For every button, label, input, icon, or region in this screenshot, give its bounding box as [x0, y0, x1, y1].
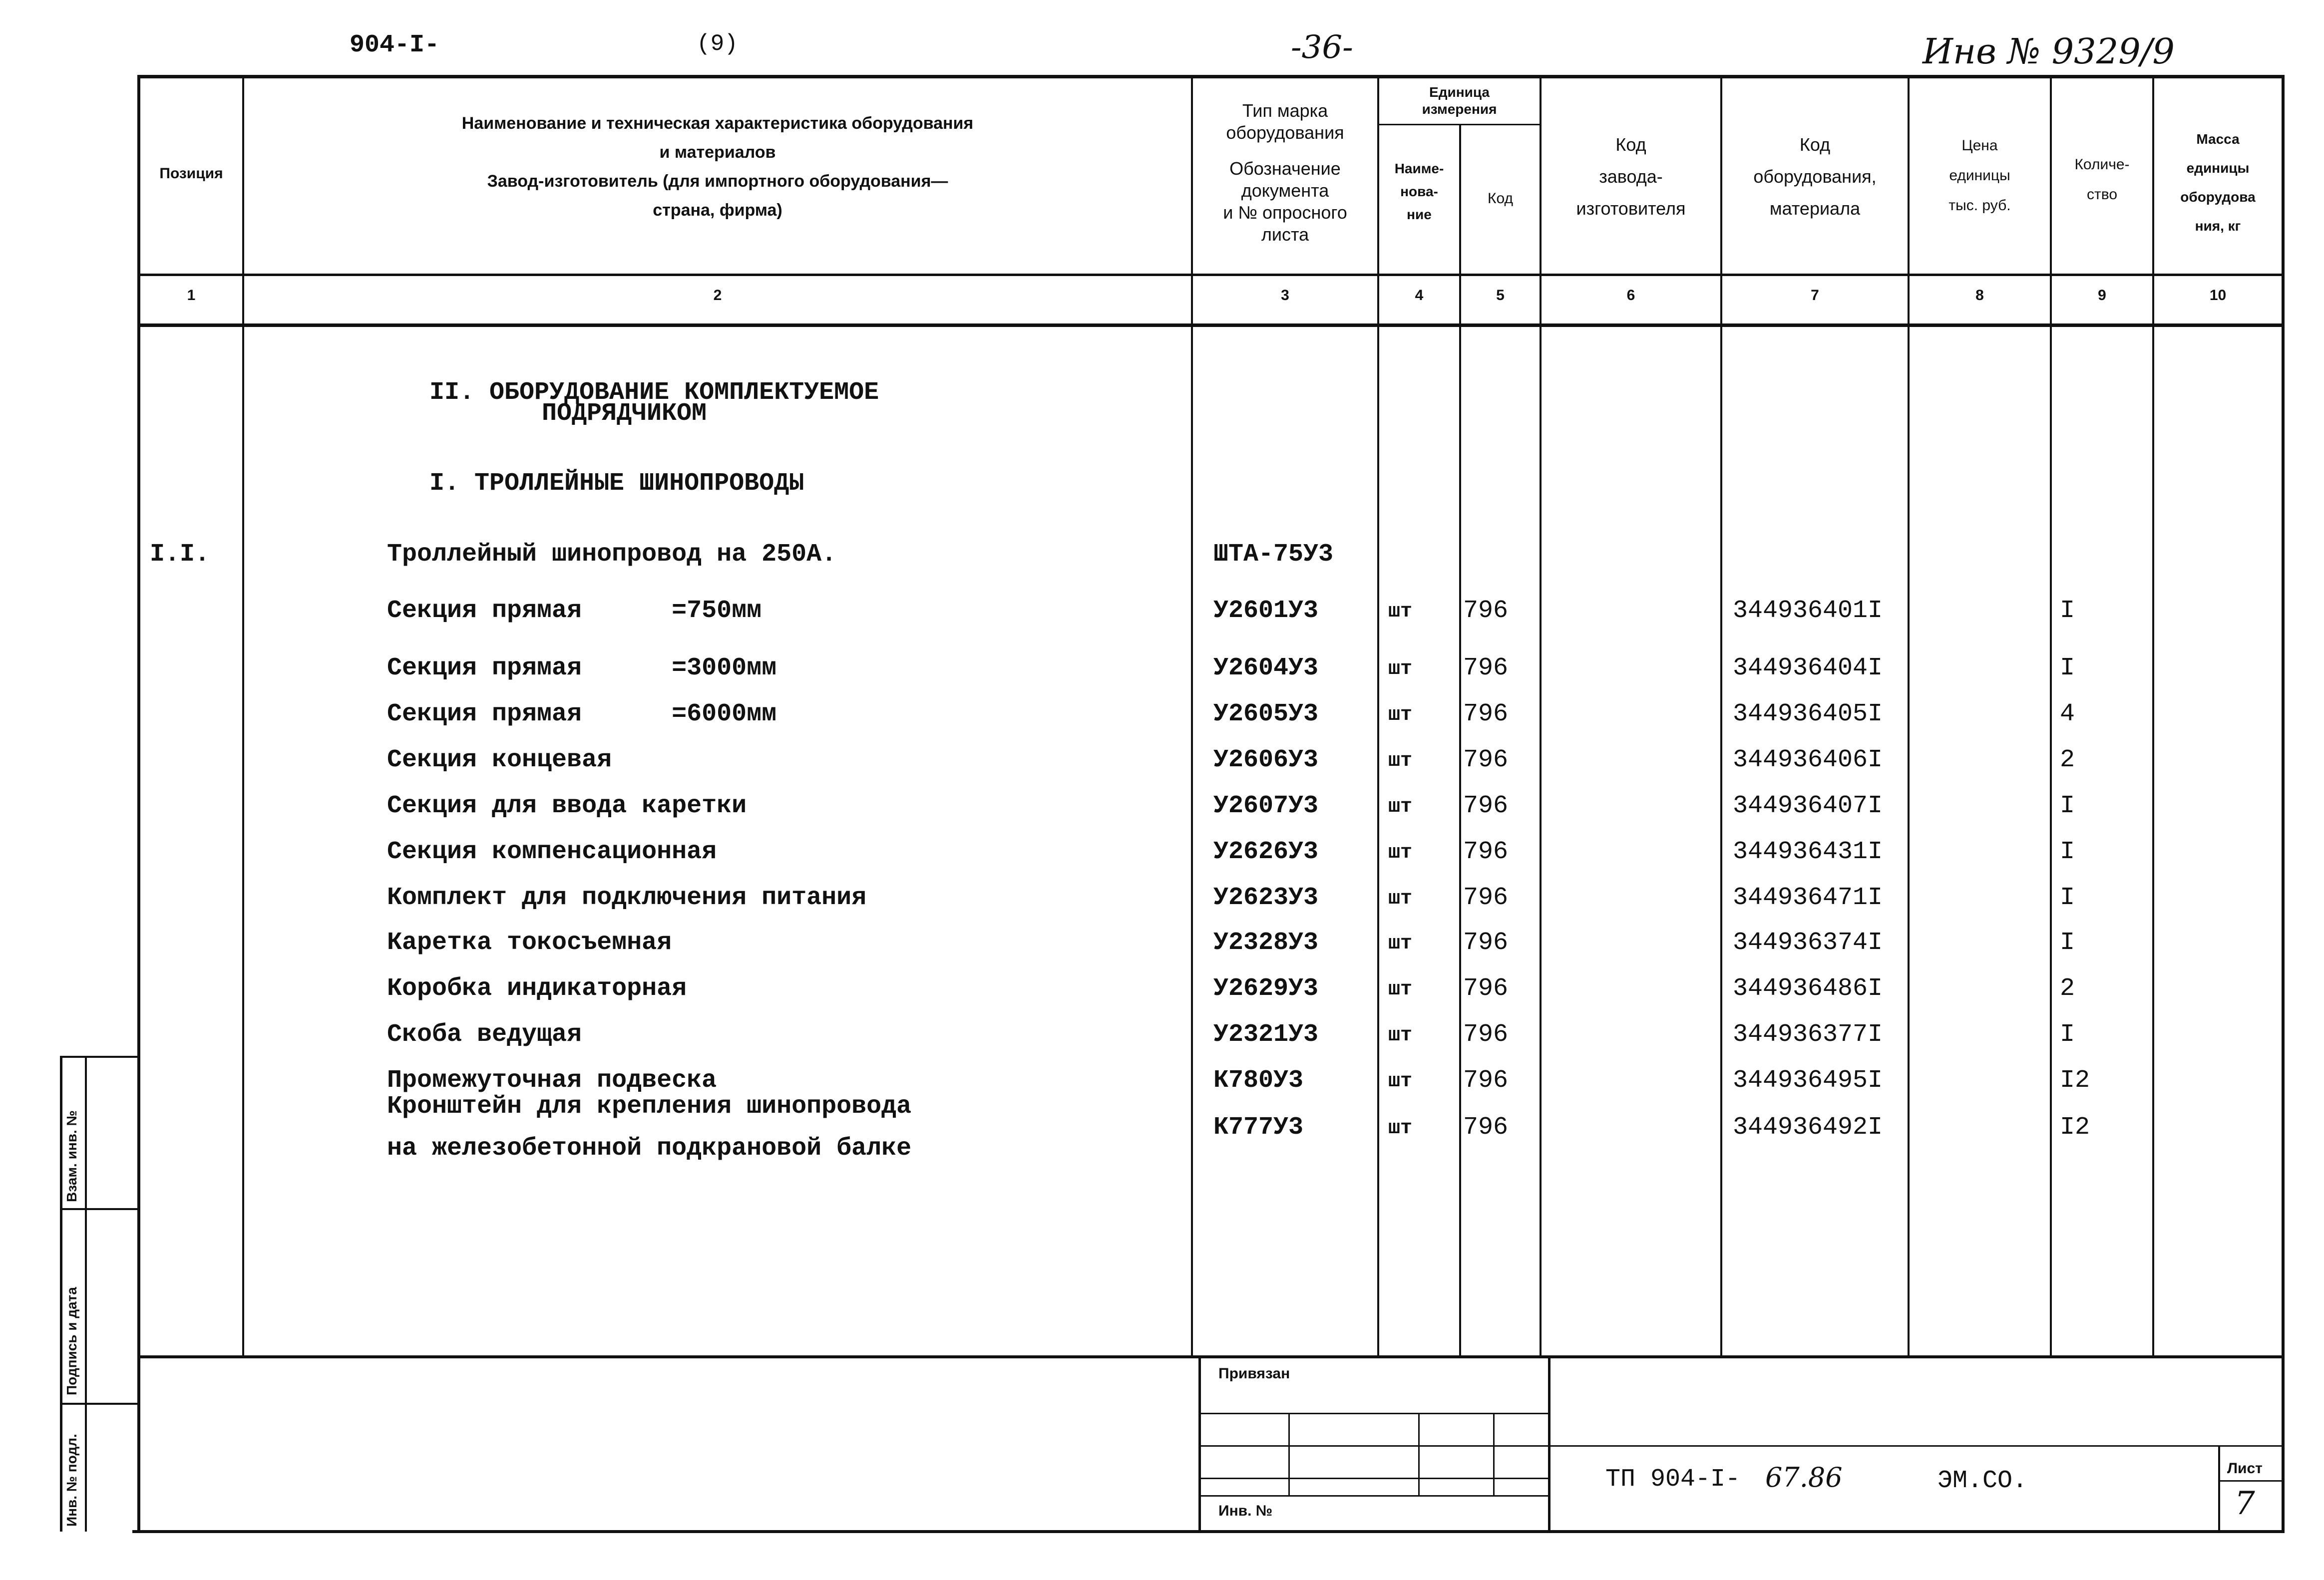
row-unit: шт: [1388, 750, 1413, 772]
body-bottom-border: [137, 1355, 2285, 1358]
side-stamp-original-inventory: Инв. № подл.: [64, 1434, 79, 1527]
header-unit-name: Наиме- нова- ние: [1394, 161, 1444, 222]
row-quantity: 2: [2060, 974, 2075, 1003]
row-type: У2623У3: [1213, 884, 1319, 912]
side-stamp-replaced-inventory: Взам. инв. №: [64, 1110, 79, 1202]
row-name: Коробка индикаторная: [387, 974, 687, 1003]
row-unit-code: 796: [1463, 746, 1509, 774]
subsection-title: I. ТРОЛЛЕЙНЫЕ ШИНОПРОВОДЫ: [429, 469, 804, 498]
document-suffix: ЭМ.СО.: [1937, 1467, 2028, 1495]
row-quantity: I: [2060, 838, 2075, 866]
row-unit: шт: [1388, 1024, 1413, 1047]
unit-group-divider: [1377, 124, 1541, 125]
row-name: Секция для ввода каретки: [387, 792, 747, 820]
attached-grid-col-3: [1493, 1413, 1495, 1497]
title-block-divider: [1550, 1445, 2285, 1447]
row-type: У2328У3: [1213, 929, 1319, 957]
column-number-3: 3: [1281, 287, 1289, 304]
section-title-continuation: ПОДРЯДЧИКОМ: [542, 399, 707, 428]
column-divider-6: [1720, 75, 1722, 1357]
column-divider-7: [1908, 75, 1910, 1357]
row-type: У2606У3: [1213, 746, 1319, 774]
attached-grid-col-1: [1288, 1413, 1290, 1497]
row-unit-code: 796: [1463, 1066, 1509, 1095]
row-name: Скоба ведущая: [387, 1020, 582, 1049]
section-title: II. ОБОРУДОВАНИЕ КОМПЛЕКТУЕМОЕ: [429, 378, 879, 407]
inventory-number: Инв № 9329/9: [1923, 31, 2175, 72]
side-stamp-left-border: [60, 1056, 62, 1532]
column-number-5: 5: [1496, 287, 1505, 304]
document-code-handwritten: 67.86: [1765, 1462, 1843, 1493]
row-name: Секция компенсационная: [387, 838, 717, 866]
row-unit: шт: [1388, 704, 1413, 726]
row-type: У2605У3: [1213, 700, 1319, 728]
row-quantity: I: [2060, 654, 2075, 682]
column-number-7: 7: [1811, 287, 1819, 304]
row-quantity: 2: [2060, 746, 2075, 774]
row-equipment-code: 344936407I: [1733, 792, 1883, 820]
column-divider-5: [1540, 75, 1542, 1357]
row-equipment-code: 344936374I: [1733, 929, 1883, 957]
row-unit-code: 796: [1463, 974, 1509, 1003]
column-number-1: 1: [187, 287, 196, 304]
row-type: У2604У3: [1213, 654, 1319, 682]
frame-top-border: [137, 75, 2285, 78]
row-name: Кронштейн для крепления шинопровода: [387, 1092, 912, 1121]
frame-bottom-border: [132, 1530, 2285, 1533]
row-unit: шт: [1388, 933, 1413, 955]
attached-grid-line-4: [1201, 1495, 1548, 1497]
sheet-label: Лист: [2227, 1460, 2263, 1477]
row-type: К777У3: [1213, 1113, 1304, 1142]
row-name: Секция прямая =6000мм: [387, 700, 777, 728]
row-unit-code: 796: [1463, 1113, 1509, 1142]
column-divider-1: [242, 75, 244, 1357]
page-number: -36-: [1291, 29, 1353, 66]
sheet-number: 7: [2235, 1485, 2255, 1522]
row-position: I.I.: [150, 540, 210, 569]
side-stamp-top-border: [60, 1056, 140, 1058]
sheet-cell-line: [2218, 1480, 2285, 1482]
album-sheet-number: (9): [697, 31, 738, 57]
header-unit-mass: Масса единицы оборудова ния, кг: [2180, 131, 2256, 234]
row-name: Секция концевая: [387, 746, 612, 774]
column-number-10: 10: [2209, 287, 2227, 304]
row-name: Комплект для подключения питания: [387, 884, 867, 912]
row-unit: шт: [1388, 888, 1413, 910]
row-name: Секция прямая =750мм: [387, 597, 762, 625]
row-name: Каретка токосъемная: [387, 929, 672, 957]
row-quantity: I2: [2060, 1066, 2090, 1095]
row-equipment-code: 344936377I: [1733, 1020, 1883, 1049]
column-number-2: 2: [713, 287, 722, 304]
row-type: К780У3: [1213, 1066, 1304, 1095]
side-stamp-divider-2: [60, 1403, 140, 1405]
row-equipment-code: 344936431I: [1733, 838, 1883, 866]
header-quantity: Количе- ство: [2074, 156, 2130, 203]
row-unit-code: 796: [1463, 654, 1509, 682]
row-unit: шт: [1388, 978, 1413, 1001]
row-quantity: I: [2060, 884, 2075, 912]
footer-divider-left: [1198, 1357, 1201, 1532]
header-name: Наименование и техническая характеристика оборудования и материалов Завод-изготовитель (для импортного оборудования— страна, фирма): [461, 114, 974, 220]
row-unit-code: 796: [1463, 700, 1509, 728]
header-unit-group: Единица измерения: [1422, 84, 1497, 117]
row-type: У2629У3: [1213, 974, 1319, 1003]
header-factory-code: Код завода- изготовителя: [1576, 134, 1686, 219]
attached-grid-col-2: [1418, 1413, 1420, 1497]
row-unit: шт: [1388, 601, 1413, 623]
row-equipment-code: 344936471I: [1733, 884, 1883, 912]
attached-grid-line-3: [1201, 1478, 1548, 1479]
column-divider-3: [1377, 75, 1379, 1357]
document-code: ТП 904-I-: [1605, 1465, 1741, 1494]
row-quantity: I: [2060, 929, 2075, 957]
row-quantity: 4: [2060, 700, 2075, 728]
attached-label: Привязан: [1218, 1365, 1290, 1382]
row-unit-code: 796: [1463, 838, 1509, 866]
row-type: ШТА-75У3: [1213, 540, 1334, 569]
row-unit-code: 796: [1463, 929, 1509, 957]
row-unit-code: 796: [1463, 792, 1509, 820]
row-unit: шт: [1388, 796, 1413, 818]
row-quantity: I: [2060, 792, 2075, 820]
row-unit: шт: [1388, 1117, 1413, 1140]
row-equipment-code: 344936486I: [1733, 974, 1883, 1003]
row-name: Троллейный шинопровод на 250А.: [387, 540, 837, 569]
row-equipment-code: 344936404I: [1733, 654, 1883, 682]
frame-right-border: [2282, 75, 2285, 1533]
row-type: У2607У3: [1213, 792, 1319, 820]
row-name-continuation: на железобетонной подкрановой балке: [387, 1134, 912, 1163]
row-equipment-code: 344936401I: [1733, 597, 1883, 625]
footer-divider-right: [1548, 1357, 1550, 1532]
header-unit-code: Код: [1487, 190, 1513, 207]
row-name: Промежуточная подвеска: [387, 1066, 717, 1095]
row-equipment-code: 344936406I: [1733, 746, 1883, 774]
series-code: 904-I-: [350, 31, 440, 59]
column-number-6: 6: [1626, 287, 1635, 304]
row-type: У2601У3: [1213, 597, 1319, 625]
row-equipment-code: 344936492I: [1733, 1113, 1883, 1142]
column-number-9: 9: [2098, 287, 2106, 304]
row-type: У2626У3: [1213, 838, 1319, 866]
column-divider-4: [1459, 124, 1461, 1357]
header-equipment-code: Код оборудования, материала: [1753, 134, 1877, 219]
row-quantity: I: [2060, 597, 2075, 625]
column-number-4: 4: [1415, 287, 1424, 304]
column-number-8: 8: [1975, 287, 1984, 304]
header-divider: [137, 274, 2285, 276]
row-name: Секция прямая =3000мм: [387, 654, 777, 682]
column-divider-2: [1191, 75, 1193, 1357]
row-unit: шт: [1388, 658, 1413, 680]
column-divider-9: [2152, 75, 2154, 1357]
header-price: Цена единицы тыс. руб.: [1948, 137, 2011, 214]
row-quantity: I: [2060, 1020, 2075, 1049]
attached-grid-line-2: [1201, 1445, 1548, 1447]
sheet-cell-divider: [2218, 1445, 2220, 1532]
row-type: У2321У3: [1213, 1020, 1319, 1049]
row-equipment-code: 344936405I: [1733, 700, 1883, 728]
row-equipment-code: 344936495I: [1733, 1066, 1883, 1095]
column-numbers-divider: [137, 323, 2285, 327]
row-unit-code: 796: [1463, 1020, 1509, 1049]
header-position: Позиция: [159, 165, 223, 182]
row-quantity: I2: [2060, 1113, 2090, 1142]
row-unit: шт: [1388, 1070, 1413, 1093]
column-divider-8: [2050, 75, 2052, 1357]
side-stamp-divider-1: [60, 1208, 140, 1210]
header-type: Тип марка оборудования Обозначение документа и № опросного листа: [1223, 100, 1347, 245]
side-stamp-signature-date: Подпись и дата: [64, 1287, 79, 1395]
side-stamp-mid-border: [85, 1056, 87, 1532]
row-unit: шт: [1388, 842, 1413, 864]
inventory-label: Инв. №: [1218, 1503, 1273, 1519]
row-unit-code: 796: [1463, 597, 1509, 625]
attached-grid-line-1: [1201, 1413, 1548, 1414]
row-unit-code: 796: [1463, 884, 1509, 912]
